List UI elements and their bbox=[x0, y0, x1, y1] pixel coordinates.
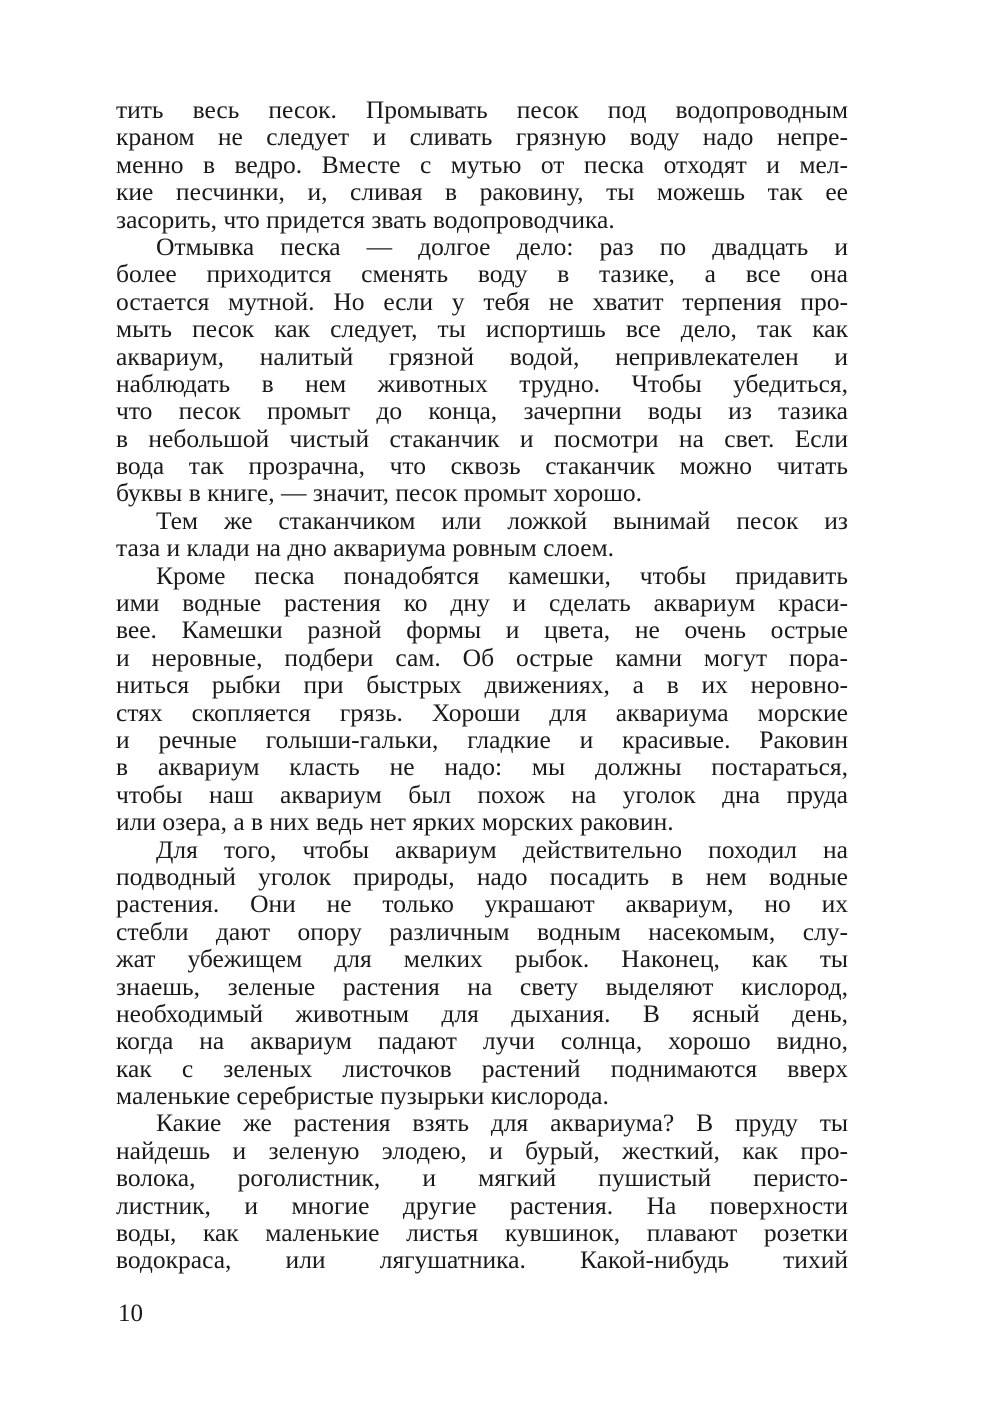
text-line: воды, как маленькие листья кувшинок, плавают розетки bbox=[116, 1218, 848, 1248]
text-line: листник, и многие другие растения. На поверхности bbox=[116, 1190, 848, 1220]
text-line: и речные голыши-гальки, гладкие и красивые. Раковин bbox=[116, 724, 848, 754]
text-line: буквы в книге, — значит, песок промыт хорошо. bbox=[116, 478, 642, 508]
text-line: таза и клади на дно аквариума ровным слоем. bbox=[116, 533, 615, 563]
text-line: вее. Камешки разной формы и цвета, не очень острые bbox=[116, 615, 848, 645]
paragraph-first-line: Тем же стаканчиком или ложкой вынимай песок из bbox=[156, 505, 848, 535]
text-line: в аквариум класть не надо: мы должны постараться, bbox=[116, 752, 848, 782]
text-line: тить весь песок. Промывать песок под водопроводным bbox=[116, 95, 848, 124]
text-line: мыть песок как следует, ты испортишь все дело, так как bbox=[116, 314, 848, 344]
text-line: что песок промыт до конца, зачерпни воды из тазика bbox=[116, 396, 848, 426]
text-line: и неровные, подбери сам. Об острые камни могут пора- bbox=[116, 642, 848, 672]
text-line: маленькие серебристые пузырьки кислорода. bbox=[116, 1081, 609, 1111]
text-line: чтобы наш аквариум был похож на уголок дна пруда bbox=[116, 779, 848, 809]
text-line: стях скопляется грязь. Хороши для аквариума морские bbox=[116, 697, 848, 727]
page-number: 10 bbox=[118, 1300, 143, 1327]
text-line: в небольшой чистый стаканчик и посмотри на свет. Если bbox=[116, 423, 848, 453]
paragraph-first-line: Отмывка песка — долгое дело: раз по двадцать и bbox=[156, 231, 848, 261]
text-line: остается мутной. Но если у тебя не хватит терпения про- bbox=[116, 286, 848, 316]
text-line: краном не следует и сливать грязную воду надо непре- bbox=[116, 122, 848, 152]
text-line: наблюдать в нем животных трудно. Чтобы убедиться, bbox=[116, 368, 848, 398]
text-line: или озера, а в них ведь нет ярких морских раковин. bbox=[116, 807, 674, 837]
text-line: водокраса, или лягушатника. Какой-нибудь тихий bbox=[116, 1245, 848, 1275]
text-line: подводный уголок природы, надо посадить в нем водные bbox=[116, 861, 848, 891]
text-line: ими водные растения ко дну и сделать аквариум краси- bbox=[116, 588, 848, 618]
paragraph-first-line: Для того, чтобы аквариум действительно походил на bbox=[156, 834, 848, 864]
paragraph-first-line: Кроме песка понадобятся камешки, чтобы придавить bbox=[156, 560, 848, 590]
text-line: необходимый животным для дыхания. В ясный день, bbox=[116, 998, 848, 1028]
text-line: растения. Они не только украшают аквариум, но их bbox=[116, 889, 848, 919]
text-line: вода так прозрачна, что сквозь стаканчик можно читать bbox=[116, 451, 848, 481]
text-line: кие песчинки, и, сливая в раковину, ты можешь так ее bbox=[116, 177, 848, 207]
text-line: аквариум, налитый грязной водой, непривлекателен и bbox=[116, 341, 848, 371]
text-line: знаешь, зеленые растения на свету выделяют кислород, bbox=[116, 971, 848, 1001]
text-line: жат убежищем для мелких рыбок. Наконец, как ты bbox=[116, 944, 848, 974]
text-line: найдешь и зеленую элодею, и бурый, жесткий, как про- bbox=[116, 1135, 848, 1165]
text-line: волока, роголистник, и мягкий пушистый перисто- bbox=[116, 1163, 848, 1193]
text-line: когда на аквариум падают лучи солнца, хорошо видно, bbox=[116, 1026, 848, 1056]
text-line: ниться рыбки при быстрых движениях, а в их неровно- bbox=[116, 670, 848, 700]
text-line: как с зеленых листочков растений поднимаются вверх bbox=[116, 1053, 848, 1083]
text-line: менно в ведро. Вместе с мутью от песка отходят и мел- bbox=[116, 149, 848, 179]
text-line: стебли дают опору различным водным насекомым, слу- bbox=[116, 916, 848, 946]
body-text bbox=[116, 96, 848, 1274]
text-line: более приходится сменять воду в тазике, а все она bbox=[116, 259, 848, 289]
text-line: засорить, что придется звать водопроводчика. bbox=[116, 204, 615, 234]
paragraph-first-line: Какие же растения взять для аквариума? В пруду ты bbox=[156, 1108, 848, 1138]
